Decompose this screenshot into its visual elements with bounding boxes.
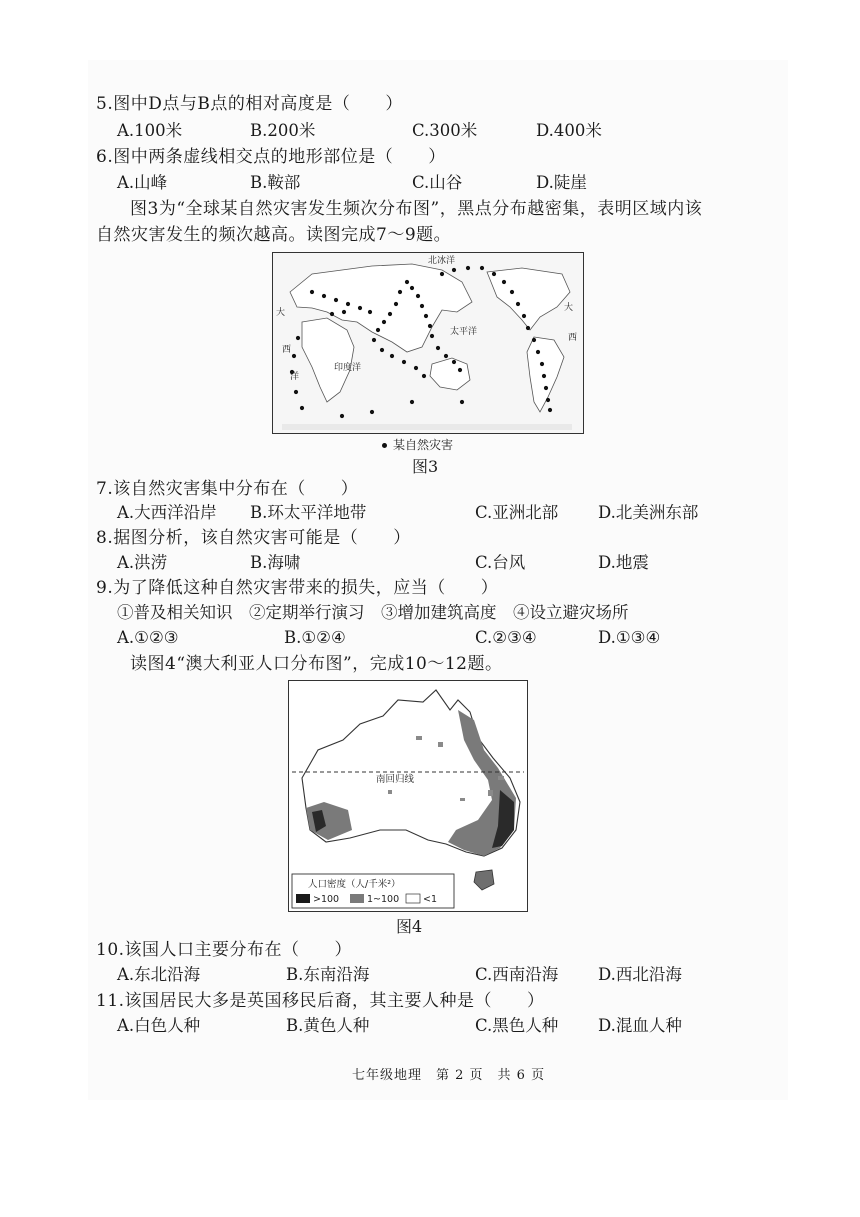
label-right-2: 西 (568, 333, 578, 343)
legend-high-swatch (296, 894, 310, 903)
disaster-dot (334, 298, 338, 302)
q8-option-b: B.海啸 (250, 553, 301, 572)
disaster-dot (410, 400, 414, 404)
fig4-caption: 图4 (396, 917, 423, 936)
legend-dot-icon (382, 443, 387, 448)
q10-option-a: A.东北沿海 (117, 965, 201, 984)
disaster-dot (440, 272, 444, 276)
disaster-dot (294, 390, 298, 394)
disaster-dot (460, 400, 464, 404)
disaster-dot (292, 354, 296, 358)
disaster-dot (382, 320, 386, 324)
label-arctic: 北冰洋 (428, 256, 456, 266)
disaster-dot (492, 272, 496, 276)
disaster-dot (390, 354, 394, 358)
disaster-dot (380, 348, 384, 352)
disaster-dot (416, 294, 420, 298)
q6-option-b: B.鞍部 (250, 173, 301, 192)
disaster-dot (394, 302, 398, 306)
disaster-dot (532, 338, 536, 342)
legend-low: <1 (423, 894, 438, 905)
disaster-dot (428, 324, 432, 328)
q7-stem: 7.该自然灾害集中分布在（ ） (96, 479, 359, 499)
q11-option-b: B.黄色人种 (286, 1016, 370, 1035)
legend-low-swatch (406, 894, 420, 903)
disaster-dot (368, 310, 372, 314)
disaster-dot (542, 374, 546, 378)
fig3-legend-label: 某自然灾害 (393, 438, 454, 452)
disaster-dot (405, 280, 409, 284)
intro-fig3-line2: 自然灾害发生的频次越高。读图完成7～9题。 (96, 225, 452, 245)
q11-option-d: D.混血人种 (598, 1016, 682, 1035)
q6-option-c: C.山谷 (412, 173, 463, 192)
disaster-dot (296, 336, 300, 340)
label-atlantic-1: 大 (276, 308, 286, 318)
disaster-dot (536, 350, 540, 354)
q5-option-d: D.400米 (536, 121, 602, 140)
disaster-dot (372, 338, 376, 342)
legend-high: >100 (313, 894, 340, 905)
disaster-dot (444, 354, 448, 358)
disaster-dot (342, 310, 346, 314)
label-pacific: 太平洋 (450, 327, 478, 337)
q8-option-d: D.地震 (598, 553, 649, 572)
disaster-dot (376, 328, 380, 332)
tropic-label: 南回归线 (376, 774, 415, 785)
q9-choices: ①普及相关知识 ②定期举行演习 ③增加建筑高度 ④设立避灾场所 (117, 603, 629, 622)
disaster-dot (510, 290, 514, 294)
q6-stem: 6.图中两条虚线相交点的地形部位是（ ） (96, 147, 446, 167)
disaster-dot (422, 374, 426, 378)
q7-option-a: A.大西洋沿岸 (117, 503, 217, 522)
q10-option-c: C.西南沿海 (475, 965, 559, 984)
label-atlantic-2: 西 (282, 345, 292, 355)
q8-option-c: C.台风 (475, 553, 526, 572)
disaster-dot (410, 286, 414, 290)
label-atlantic-3: 洋 (290, 372, 300, 382)
fig3-caption: 图3 (412, 457, 439, 476)
q5-option-a: A.100米 (117, 121, 183, 140)
disaster-dot (480, 266, 484, 270)
q6-option-d: D.陡崖 (536, 173, 587, 192)
disaster-dot (522, 314, 526, 318)
disaster-dot (330, 312, 334, 316)
q5-stem: 5.图中D点与B点的相对高度是（ ） (96, 94, 403, 114)
q7-option-b: B.环太平洋地带 (250, 503, 367, 522)
q11-stem: 11.该国居民大多是英国移民后裔，其主要人种是（ ） (96, 991, 545, 1011)
disaster-dot (430, 334, 434, 338)
label-indian: 印度洋 (334, 363, 362, 373)
disaster-dot (322, 294, 326, 298)
disaster-dot (424, 314, 428, 318)
q9-option-d: D.①③④ (598, 628, 661, 647)
q5-option-c: C.300米 (412, 121, 478, 140)
disaster-dot (414, 366, 418, 370)
disaster-dot (402, 360, 406, 364)
q8-option-a: A.洪涝 (117, 553, 168, 572)
q9-option-c: C.②③④ (475, 628, 537, 647)
q6-option-a: A.山峰 (117, 173, 168, 192)
disaster-dot (388, 312, 392, 316)
q9-stem: 9.为了降低这种自然灾害带来的损失，应当（ ） (96, 578, 499, 598)
disaster-dot (516, 302, 520, 306)
q10-option-d: D.西北沿海 (598, 965, 682, 984)
disaster-dot (458, 368, 462, 372)
disaster-dot (398, 290, 402, 294)
disaster-dot (540, 362, 544, 366)
q7-option-c: C.亚洲北部 (475, 503, 559, 522)
disaster-dot (526, 326, 530, 330)
disaster-dot (358, 306, 362, 310)
q11-option-c: C.黑色人种 (475, 1016, 559, 1035)
disaster-dot (420, 304, 424, 308)
intro-fig3-line1: 图3为“全球某自然灾害发生频次分布图”，黑点分布越密集，表明区域内该 (130, 199, 703, 219)
q10-option-b: B.东南沿海 (286, 965, 370, 984)
australia-population-map (288, 680, 528, 912)
disaster-dot (466, 266, 470, 270)
legend-title: 人口密度（人/千米²） (308, 879, 401, 890)
q8-stem: 8.据图分析，该自然灾害可能是（ ） (96, 528, 411, 548)
disaster-dot (502, 280, 506, 284)
disaster-dot (548, 408, 552, 412)
disaster-dot (370, 410, 374, 414)
disaster-dot (544, 386, 548, 390)
disaster-dot (436, 346, 440, 350)
label-right-1: 大 (564, 303, 574, 313)
q10-stem: 10.该国人口主要分布在（ ） (96, 940, 353, 960)
legend-mid-swatch (350, 894, 364, 903)
legend-mid: 1~100 (367, 894, 400, 905)
disaster-dot (340, 414, 344, 418)
disaster-dot (546, 398, 550, 402)
fig3-legend (382, 436, 453, 453)
page-footer: 七年级地理 第 2 页 共 6 页 (352, 1068, 546, 1083)
disaster-dot (452, 360, 456, 364)
intro-fig4: 读图4“澳大利亚人口分布图”，完成10～12题。 (130, 654, 503, 674)
disaster-dot (310, 290, 314, 294)
antarctica-shape (282, 424, 572, 430)
disaster-dot (346, 302, 350, 306)
q9-option-b: B.①②④ (284, 628, 346, 647)
q9-option-a: A.①②③ (117, 628, 179, 647)
q7-option-d: D.北美洲东部 (598, 503, 699, 522)
world-disaster-map (272, 252, 584, 434)
q5-option-b: B.200米 (250, 121, 316, 140)
disaster-dot (300, 406, 304, 410)
disaster-dot (452, 268, 456, 272)
q11-option-a: A.白色人种 (117, 1016, 201, 1035)
